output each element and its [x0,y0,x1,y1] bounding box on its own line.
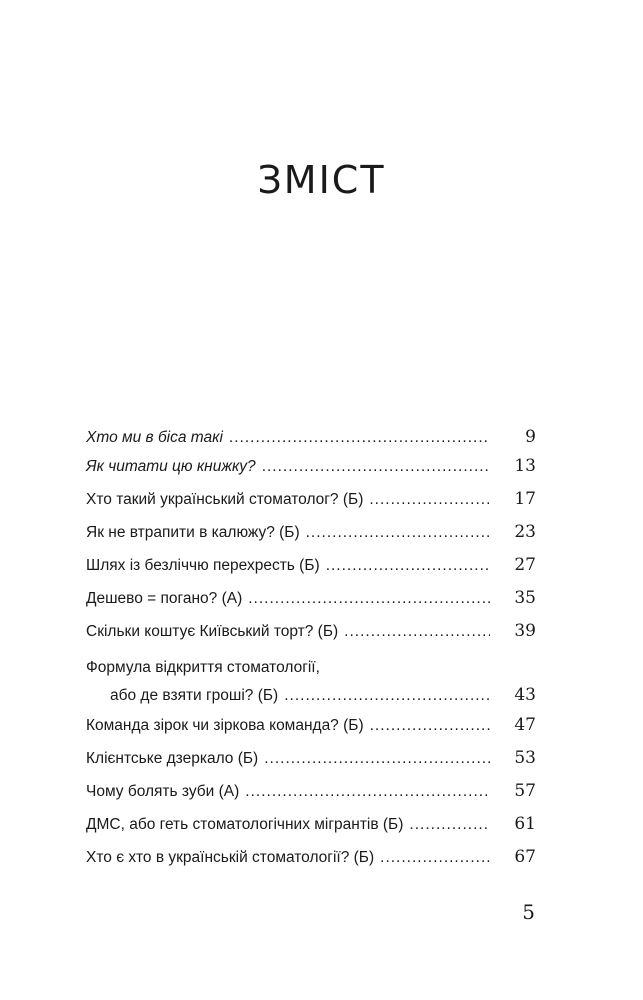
toc-entry[interactable] [86,655,536,709]
toc-entry[interactable] [86,615,536,648]
toc-entry-title: Скільки коштує Київський торт? (Б) [86,623,339,640]
toc-entry[interactable] [86,582,536,615]
toc-entry-title: Команда зірок чи зіркова команда? (Б) [86,717,364,734]
page-number: 5 [522,900,535,924]
dot-leader [326,549,490,582]
toc-entry[interactable] [86,450,536,483]
toc-entry-title: Шлях із безліччю перехресть (Б) [86,557,320,574]
toc-entry-title: Клієнтське дзеркало (Б) [86,750,259,767]
toc-entry[interactable] [86,483,536,516]
page-title: ЗМІСТ [257,158,386,202]
dot-leader [229,425,490,451]
toc-entry[interactable] [86,742,536,775]
dot-leader [344,615,490,648]
toc-entry-title: Дешево = погано? (А) [86,590,243,607]
toc-entry[interactable] [86,709,536,742]
toc-entry-title: Хто ми в біса такі [86,429,223,446]
toc-entry[interactable] [86,516,536,549]
dot-leader [284,682,490,710]
toc-entry-title: Чому болять зуби (А) [86,783,240,800]
dot-leader [370,709,490,742]
toc-entry-page: 67 [514,847,536,867]
table-of-contents [86,424,536,874]
toc-entry-title: Формула відкриття стоматології, [86,659,320,676]
toc-entry-title: Як читати цю книжку? [86,458,256,475]
toc-entry-page: 57 [514,781,536,801]
dot-leader [409,808,490,841]
toc-entry-title-continued: або де взяти гроші? (Б) [110,687,279,704]
toc-entry-page: 23 [514,522,536,542]
toc-entry[interactable] [86,808,536,841]
toc-entry-page: 61 [514,814,536,834]
toc-entry[interactable] [86,424,536,450]
toc-entry-page: 35 [514,588,536,608]
toc-entry-page: 27 [514,555,536,575]
dot-leader [248,582,490,615]
toc-entry[interactable] [86,775,536,808]
toc-entry-title: Як не втрапити в калюжу? (Б) [86,524,300,541]
dot-leader [306,516,490,549]
toc-entry-page: 47 [514,715,536,735]
toc-entry-page: 9 [525,427,536,447]
toc-entry-page: 53 [514,748,536,768]
toc-entry-page: 13 [514,456,536,476]
dot-leader [245,775,490,808]
toc-entry-title: ДМС, або геть стоматологічних мігрантів (Б) [86,816,404,833]
toc-entry-title: Хто є хто в українській стоматології? (Б) [86,849,375,866]
toc-entry[interactable] [86,841,536,874]
toc-entry-page: 39 [514,621,536,641]
dot-leader [369,483,490,516]
dot-leader [380,841,490,874]
dot-leader [262,450,490,483]
toc-entry[interactable] [86,549,536,582]
toc-entry-title: Хто такий український стоматолог? (Б) [86,491,364,508]
toc-entry-page: 43 [514,685,536,705]
toc-entry-page: 17 [514,489,536,509]
dot-leader [264,742,490,775]
